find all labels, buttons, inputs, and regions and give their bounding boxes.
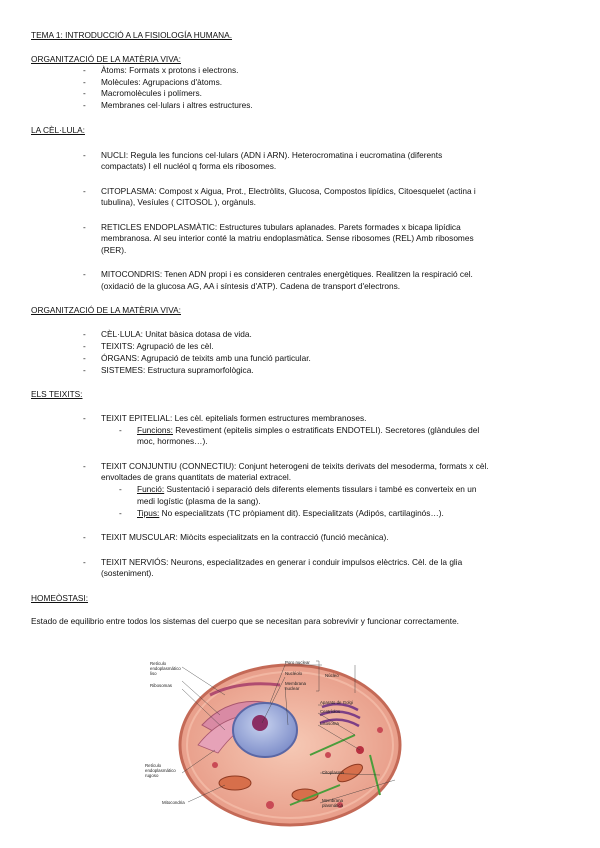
list-item: Molècules: Agrupacions d'àtoms. [101,77,223,87]
list-item-conjuntiu-cont: envoltades de grans quantitats de material extracel. [101,472,292,482]
fig-label: Retículo [145,763,162,768]
bullet-dash: - [83,100,86,110]
list-item-citoplasma: CITOPLASMA: Compost x Aigua, Prot., Electròlits, Glucosa, Compostos lipídics, Citoesquelet (actina i [101,186,476,196]
list-item: CÈL·LULA: Unitat bàsica dotasa de vida. [101,329,252,339]
bullet-dash: - [83,365,86,375]
section-heading-org2: ORGANITZACIÓ DE LA MATÈRIA VIVA: [31,305,181,315]
fig-label: Citoplasma [322,770,344,775]
vesicle [212,762,218,768]
bullet-dash: - [83,222,86,232]
section-heading-org1: ORGANITZACIÓ DE LA MATÈRIA VIVA: [31,54,181,64]
fig-label: Nucléolo [285,671,303,676]
list-item: Membranes cel·lulars i altres estructures. [101,100,253,110]
list-item-reticles: RETICLES ENDOPLASMÀTIC: Estructures tubulars aplanades. Parets formades x bicapa lipídica [101,222,461,232]
fig-label: rugoso [145,773,159,778]
fig-label: Centríolos [320,709,341,714]
bullet-dash: - [83,65,86,75]
bullet-dash: - [83,461,86,471]
bullet-dash: - [83,269,86,279]
sub-item-funcio [137,484,476,496]
list-item-nucli: NUCLI: Regula les funcions cel·lulars (ADN i ARN). Heterocromatina i eucromatina (diferents [101,150,443,160]
sub-item-funcio-cont: medi logístic (plasma de la sang). [137,496,261,506]
vesicle [325,752,331,758]
list-item-muscular: TEIXIT MUSCULAR: Miòcits especialitzats en la contracció (funció mecànica). [101,532,389,542]
fig-label: plasmática [322,803,343,808]
sub-item-funcions-cont: moc, hormones…). [137,436,208,446]
bullet-dash: - [83,353,86,363]
mitochondrion [219,776,251,790]
list-item-mitocondris-cont: (oxidació de la glucosa AG, AA i síntesis d'ATP). Cadena de transport d'electrons. [101,281,401,291]
fig-label: Ribosomas [150,683,172,688]
bullet-dash: - [83,186,86,196]
sub-item-text: Revestiment (epitelis simples o estratificats ENDOTELI). Secretores (glàndules del [172,425,480,435]
section-heading-homeostasi: HOMEÒSTASI: [31,593,89,603]
sub-item-label: Funció: [137,484,165,494]
list-item-citoplasma-cont: tubulina), Vesíules ( CITOSOL ), orgànuls. [101,197,256,207]
vesicle [377,727,383,733]
cell-diagram [140,655,460,835]
list-item-epitelial: TEIXIT EPITELIAL: Les cèl. epitelials formen estructures membranoses. [101,413,367,423]
list-item-nucli-cont: compactats) I ell nucléol q forma els ribosomes. [101,161,277,171]
nucleus [233,703,297,757]
fig-label: Mitocondria [162,800,185,805]
fig-label: endoplasmático [145,768,176,773]
homeostasi-text: Estado de equilibrio entre todos los sistemas del cuerpo que se necesitan para sobrevivir y funcionar correctamente. [31,616,459,626]
sub-item-label: Tipus: [137,508,160,518]
sub-bullet-dash: - [119,508,122,518]
list-item: Macromolècules i polímers. [101,88,202,98]
list-item-reticles-cont2: (RER). [101,245,127,255]
bullet-dash: - [83,150,86,160]
list-item: SISTEMES: Estructura supramorfològica. [101,365,254,375]
list-item-mitocondris: MITOCONDRIS: Tenen ADN propi i es consideren centrales energètiques. Realitzen la respiració cel. [101,269,473,279]
bullet-dash: - [83,77,86,87]
list-item-reticles-cont: membranosa. Al seu interior conté la matriu endoplasmàtica. Sense ribosomes (REL) Amb ribosomes [101,233,474,243]
fig-label: Membrana [322,798,343,803]
list-item-conjuntiu: TEIXIT CONJUNTIU (CONNECTIU): Conjunt heterogeni de teixits derivats del mesoderma, formats x cèl. [101,461,489,471]
list-item: Àtoms: Formats x protons i electrons. [101,65,239,75]
bullet-dash: - [83,88,86,98]
list-item-nervios: TEIXIT NERVIÓS: Neurons, especialitzades en generar i conduir impulsos elèctrics. Cèl. de la glia [101,557,463,567]
bullet-dash: - [83,341,86,351]
bullet-dash: - [83,413,86,423]
section-heading-tissues: ELS TEIXITS: [31,389,83,399]
sub-item-tipus [137,508,444,520]
nucleolus [252,715,268,731]
fig-label: endoplasmático [150,666,181,671]
list-item: TEIXITS: Agrupació de les cèl. [101,341,214,351]
page-title: TEMA 1: INTRODUCCIÓ A LA FISIOLOGÍA HUMANA. [31,30,233,40]
list-item-nervios-cont: (sosteniment). [101,568,154,578]
list-item: ÓRGANS: Agrupació de teixits amb una funció particular. [101,353,311,363]
bullet-dash: - [83,532,86,542]
fig-label: Retículo [150,661,167,666]
fig-label: Lisosoma [320,721,339,726]
fig-label: Membrana [285,681,306,686]
bullet-dash: - [83,557,86,567]
sub-item-text: Sustentació i separació dels diferents elements tissulars i també es converteix en un [164,484,477,494]
sub-item-label: Funcions: [137,425,173,435]
sub-bullet-dash: - [119,425,122,435]
section-heading-cell: LA CÈL·LULA: [31,125,85,135]
vesicle [266,801,274,809]
fig-label: Poro nuclear [285,660,310,665]
fig-label: Aparato de Golgi [320,700,353,705]
sub-item-text: No especialitzats (TC pròpiament dit). Especialitzats (Adipós, cartilaginós…). [159,508,444,518]
fig-label: nuclear [285,686,300,691]
sub-bullet-dash: - [119,484,122,494]
bullet-dash: - [83,329,86,339]
fig-label: Núcleo [325,673,339,678]
fig-label: liso [150,671,157,676]
sub-item-funcions [137,425,479,437]
